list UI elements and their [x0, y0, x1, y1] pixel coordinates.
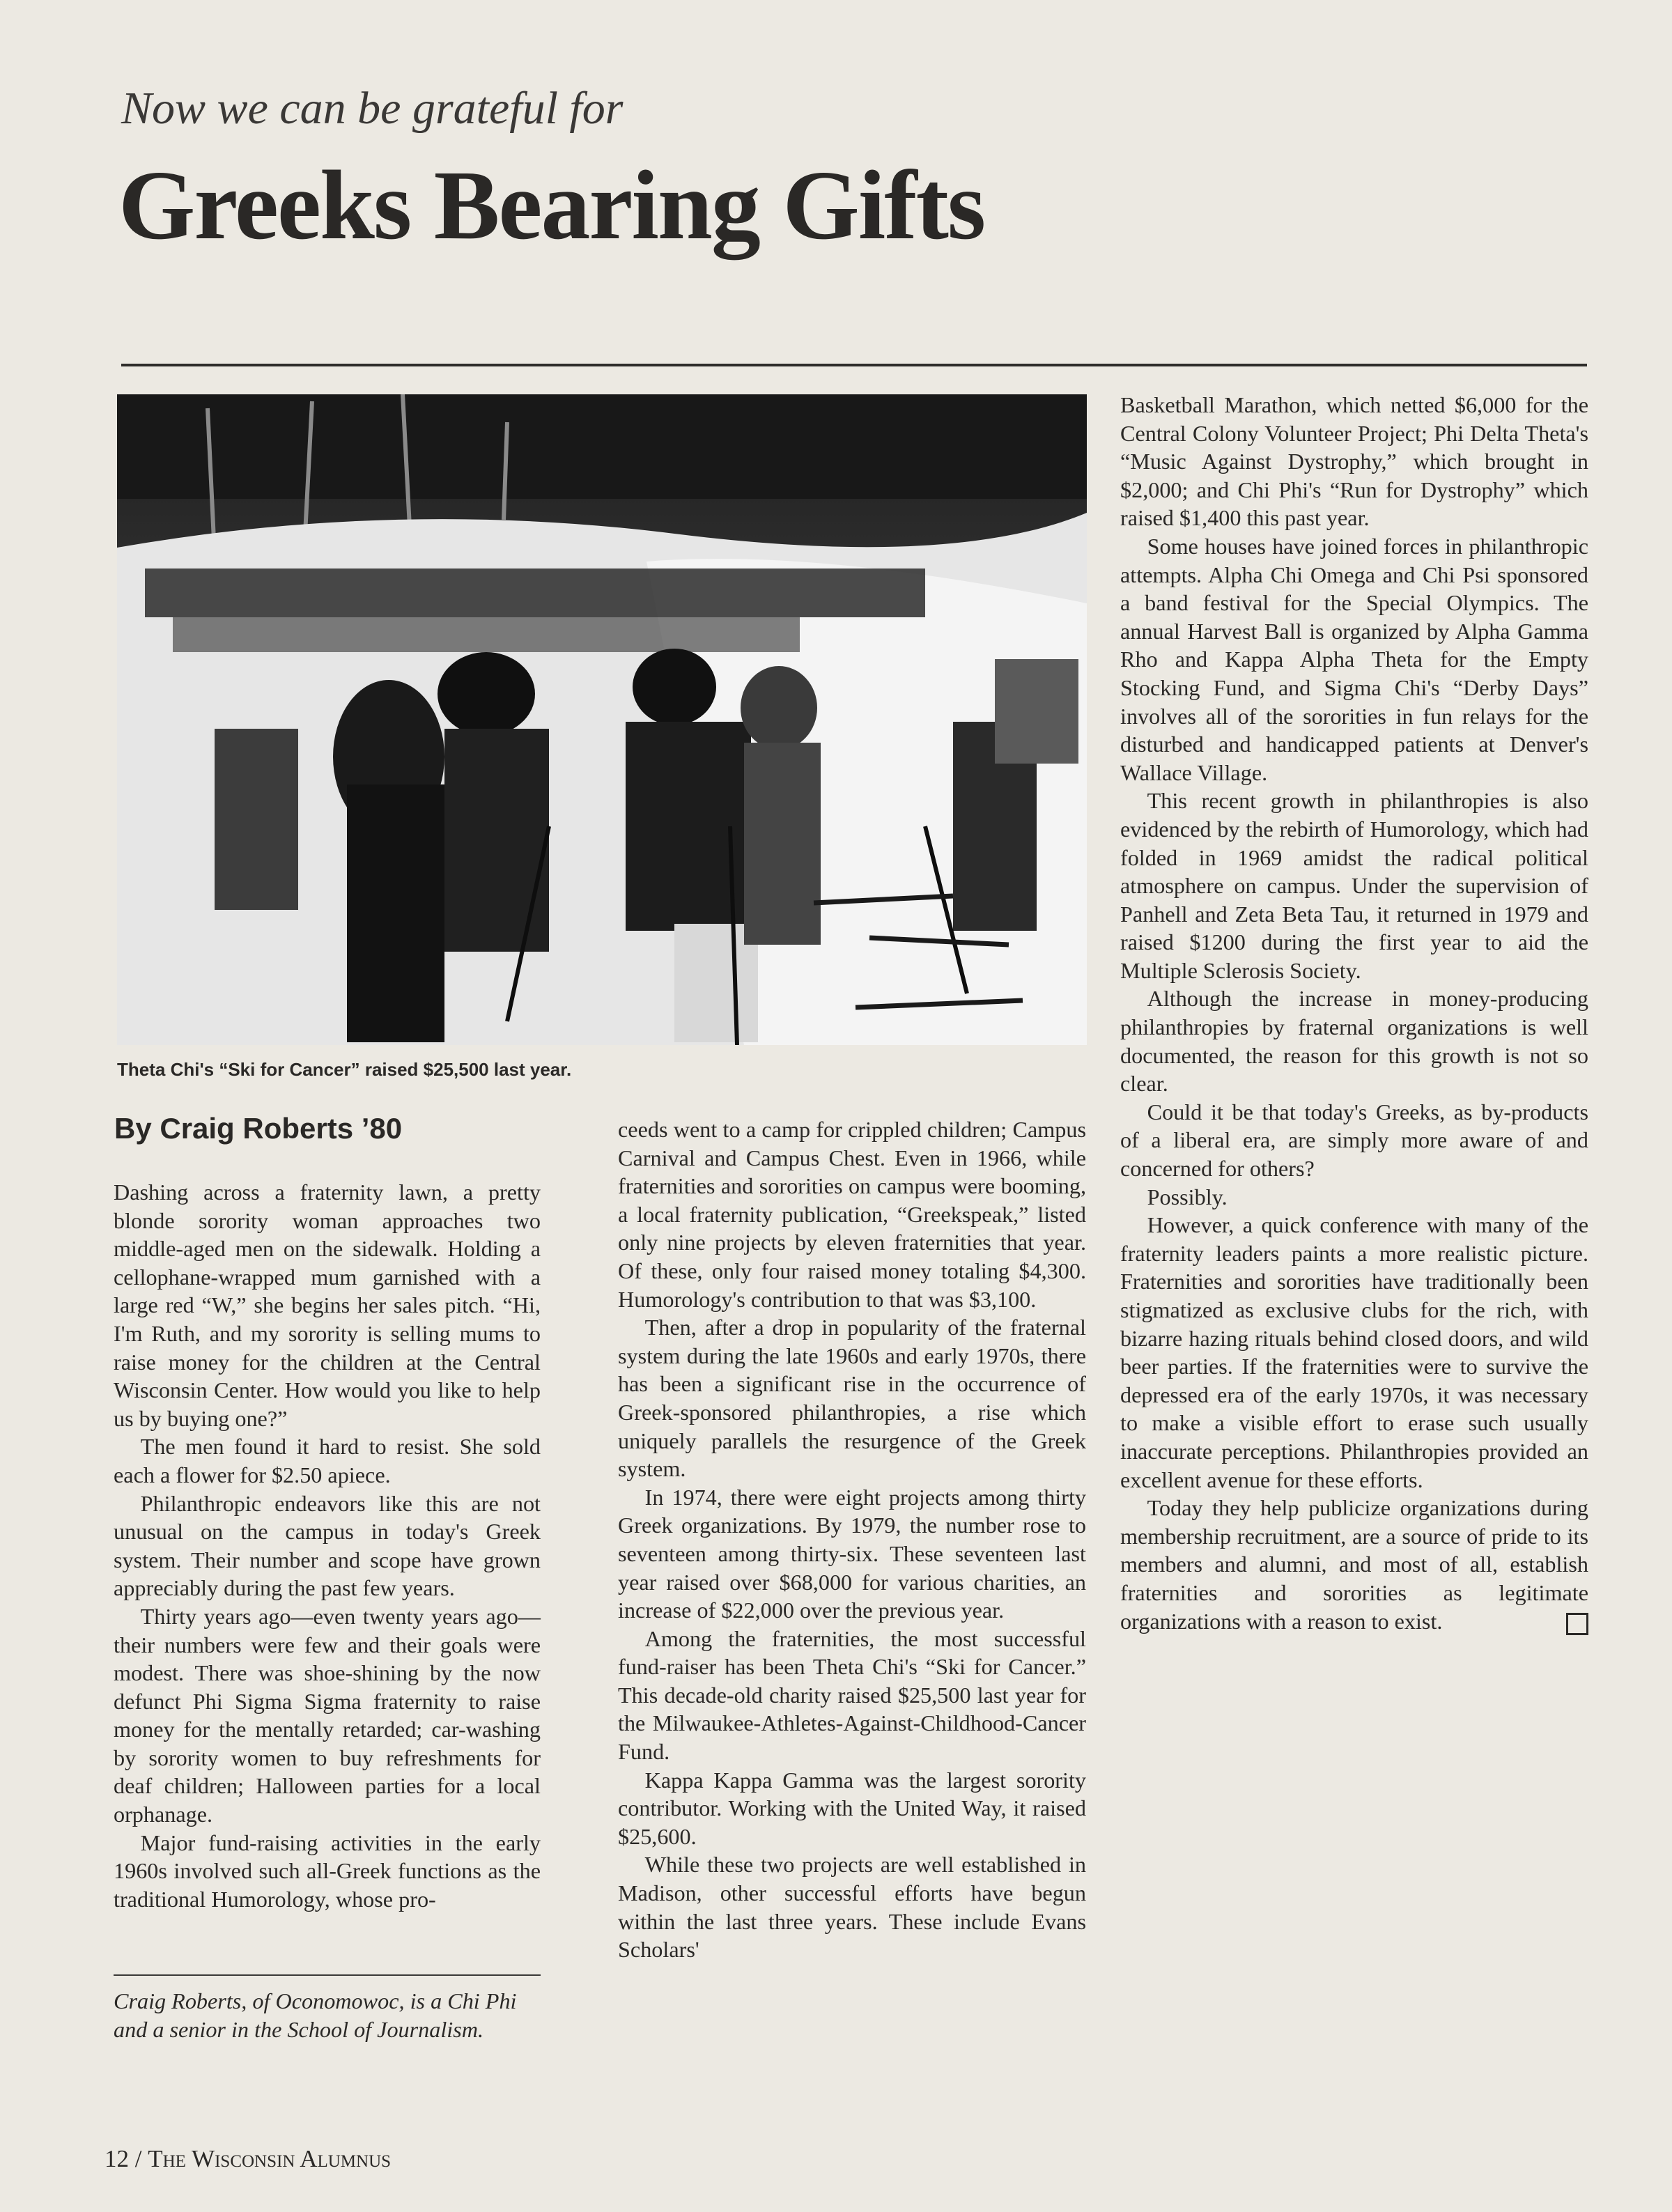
bio-divider	[114, 1974, 541, 1976]
headline: Greeks Bearing Gifts	[118, 150, 985, 260]
end-mark-icon	[1566, 1613, 1588, 1635]
paragraph: Philanthropic endeavors like this are not unusual on the campus in today's Greek system. Their number and scope have grown appreciably during the past few years.	[114, 1490, 541, 1601]
paragraph: Possibly.	[1147, 1184, 1228, 1209]
photo-caption: Theta Chi's “Ski for Cancer” raised $25,500 last year.	[117, 1059, 572, 1080]
paragraph: While these two projects are well established in Madison, other successful efforts have begun within the last three years. These include Evans Scholars'	[618, 1852, 1086, 1963]
article-column-2	[618, 1115, 1086, 1964]
page-number: 12 /	[104, 2145, 142, 2172]
ski-photo-illustration	[117, 394, 1087, 1045]
paragraph: Kappa Kappa Gamma was the largest sorority contributor. Working with the United Way, it raised $25,600.	[618, 1767, 1086, 1849]
magazine-name: The Wisconsin Alumnus	[148, 2145, 392, 2172]
paragraph: Major fund-raising activities in the early 1960s involved such all-Greek functions as the traditional Humorology, whose pro-	[114, 1830, 541, 1912]
paragraph: Among the fraternities, the most successful fund-raiser has been Theta Chi's “Ski for Cancer.” This decade-old charity raised $25,500 last year for the Milwaukee-Athletes-Against-Childhood-Cancer Fund.	[618, 1625, 1086, 1765]
paragraph: Could it be that today's Greeks, as by-products of a liberal era, are simply more aware of and concerned for others?	[1120, 1099, 1588, 1182]
paragraph: Thirty years ago—even twenty years ago—their numbers were few and their goals were modest. There was shoe-shining by the now defunct Phi Sigma Sigma fraternity to raise money for the mentally retarded; car-washing by sorority women to buy refreshments for deaf children; Halloween parties for a local orphanage.	[114, 1603, 541, 1827]
ski-photo	[117, 394, 1087, 1045]
page-footer	[104, 2145, 391, 2173]
paragraph: Dashing across a fraternity lawn, a pretty blonde sorority woman approaches two middle-aged men on the sidewalk. Holding a cellophane-wrapped mum garnished with a large red “W,” she begins her sales pitch. “Hi, I'm Ruth, and my sorority is selling mums to raise money for the children at the Central Wisconsin Center. How would you like to help us by buying one?”	[114, 1180, 541, 1431]
byline: By Craig Roberts ’80	[114, 1112, 403, 1145]
paragraph: The men found it hard to resist. She sold each a flower for $2.50 apiece.	[114, 1434, 541, 1487]
kicker: Now we can be grateful for	[121, 83, 624, 134]
final-text: Today they help publicize organizations during membership recruitment, are a source of pride to its members and alumni, and most of all, establish fraternities and sororities as legitimate organizations with a reason to exist.	[1120, 1495, 1588, 1634]
paragraph: However, a quick conference with many of the fraternity leaders paints a more realistic picture. Fraternities and sororities have traditionally been stigmatized as exclusive clubs for the rich, with bizarre hazing rituals behind closed doors, and wild beer parties. If the fraternities were to survive the depressed era of the early 1970s, it was necessary to make a visible effort to erase such usually inaccurate perceptions. Philanthropies provided an excellent avenue for these efforts.	[1120, 1212, 1588, 1492]
paragraph-final	[1120, 1494, 1588, 1635]
article-column-1	[114, 1178, 541, 1913]
title-rule	[121, 364, 1587, 366]
paragraph: In 1974, there were eight projects among thirty Greek organizations. By 1979, the number rose to seventeen among thirty-six. These seventeen last year raised over $68,000 for various charities, an increase of $22,000 over the previous year.	[618, 1484, 1086, 1623]
paragraph: Then, after a drop in popularity of the fraternal system during the late 1960s and early 1970s, there has been a significant rise in the occurrence of Greek-sponsored philanthropies, a rise which uniquely parallels the resurgence of the Greek system.	[618, 1315, 1086, 1482]
paragraph: ceeds went to a camp for crippled children; Campus Carnival and Campus Chest. Even in 1966, while fraternities and sororities on campus were booming, a local fraternity publication, “Greekspeak,” listed only nine projects by eleven fraternities that year. Of these, only four raised money totaling $4,300. Humorology's contribution to that was $3,100.	[618, 1117, 1086, 1312]
paragraph: This recent growth in philanthropies is also evidenced by the rebirth of Humorology, which had folded in 1969 amidst the radical political atmosphere on campus. Under the supervision of Panhell and Zeta Beta Tau, it returned in 1979 and raised $1200 during the first year to aid the Multiple Sclerosis Society.	[1120, 788, 1588, 983]
paragraph: Some houses have joined forces in philanthropic attempts. Alpha Chi Omega and Chi Psi sponsored a band festival for the Special Olympics. The annual Harvest Ball is organized by Alpha Gamma Rho and Kappa Alpha Theta for the Empty Stocking Fund, and Sigma Chi's “Derby Days” involves all of the sororities in fun relays for the disturbed and handicapped patients at Denver's Wallace Village.	[1120, 533, 1588, 785]
article-column-3	[1120, 391, 1588, 1635]
author-bio: Craig Roberts, of Oconomowoc, is a Chi Phi and a senior in the School of Journalism.	[114, 1988, 517, 2042]
paragraph: Although the increase in money-producing philanthropies by fraternal organizations is well documented, the reason for this growth is not so clear.	[1120, 986, 1588, 1097]
paragraph: Basketball Marathon, which netted $6,000 for the Central Colony Volunteer Project; Phi Delta Theta's “Music Against Dystrophy,” which brought in $2,000; and Chi Phi's “Run for Dystrophy” which raised $1,400 this past year.	[1120, 392, 1588, 531]
